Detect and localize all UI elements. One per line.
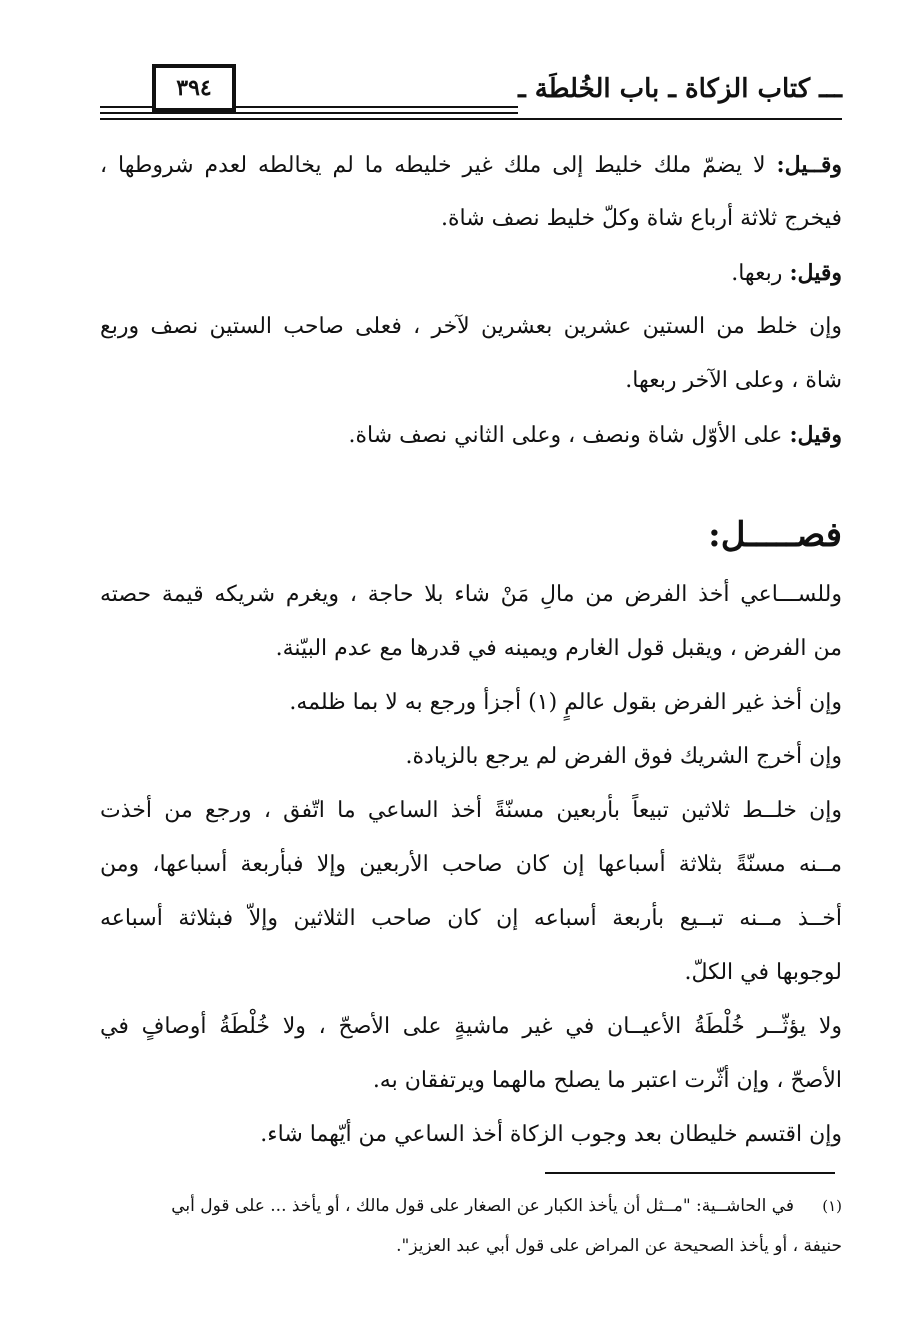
section-heading: فصـــــل: [708,515,842,555]
text-line [100,300,842,354]
page-number: ٣٩٤ [152,64,236,112]
footnote-separator [545,1172,835,1174]
text-line: وإن أخرج الشريك فوق الفرض لم يرجع بالزيادة. [405,744,842,769]
text-line: أخــذ مــنه تبــيع بأربعة أسباعه إن كان صاحب الثلاثين وإلاّ فبثلاثة أسباعه [100,906,842,931]
text-line [100,246,842,300]
text-line [100,138,842,192]
footnote [100,1186,842,1226]
text-line [100,408,842,462]
paragraph-text: شاة ، وعلى الآخر ربعها. [625,368,842,393]
text-line: وإن خلــط ثلاثين تبيعاً بأربعين مسنّةً أخذ الساعي ما اتّفق ، ورجع من أخذت [100,798,842,823]
text-line: وإن أخذ غير الفرض بقول عالمٍ (١) أجزأ ورجع به لا بما ظلمه. [289,690,842,715]
page-header [100,62,842,132]
paragraph-text: وإن خلط من الستين عشرين بعشرين لآخر ، فعلى صاحب الستين نصف وربع [100,314,842,339]
paragraph-text: ربعها. [731,261,783,286]
text-line: وللســـاعي أخذ الفرض من مالِ مَنْ شاء بلا حاجة ، ويغرم شريكه قيمة حصته [100,582,842,607]
main-text [100,138,842,1162]
paragraph-lead: وقــيل: [776,152,842,178]
header-rule [100,118,842,120]
text-line: لوجوبها في الكلّ. [684,960,842,985]
paragraph-text: على الأوّل شاة ونصف ، وعلى الثاني نصف شاة. [348,423,783,448]
text-line: وإن اقتسم خليطان بعد وجوب الزكاة أخذ الساعي من أيّهما شاء. [260,1122,842,1147]
footnote-marker: (١) [822,1197,842,1215]
footnotes [100,1186,842,1256]
footnote-text: في الحاشــية: "مــثل أن يأخذ الكبار عن الصغار على قول مالك ، أو يأخذ ... على قول أبي [171,1196,794,1216]
paragraph-text: لا يضمّ ملك خليط إلى ملك غير خليطه ما لم يخالطه لعدم شروطها ، [100,153,766,178]
text-line: ولا يؤثّــر خُلْطَةُ الأعيــان في غير ماشيةٍ على الأصحّ ، ولا خُلْطَةُ أوصافٍ في [100,1014,842,1039]
paragraph-lead: وقيل: [789,260,842,286]
header-rule [100,112,518,114]
running-title: ـــ كتاب الزكاة ـ باب الخُلطَة ـ [518,74,842,104]
paragraph-lead: وقيل: [789,422,842,448]
footnote-text: حنيفة ، أو يأخذ الصحيحة عن المراض على قول أبي عبد العزيز". [396,1236,842,1256]
text-line: الأصحّ ، وإن أثّرت اعتبر ما يصلح مالهما ويرتفقان به. [372,1068,842,1093]
text-line [100,192,842,246]
text-line: مــنه مسنّةً بثلاثة أسباعها إن كان صاحب الأربعين وإلا فبأربعة أسباعها، ومن [100,852,842,877]
text-line [100,354,842,408]
paragraph-text: فيخرج ثلاثة أرباع شاة وكلّ خليط نصف شاة. [441,206,842,231]
text-line: من الفرض ، ويقبل قول الغارم ويمينه في قدرها مع عدم البيّنة. [275,636,842,661]
